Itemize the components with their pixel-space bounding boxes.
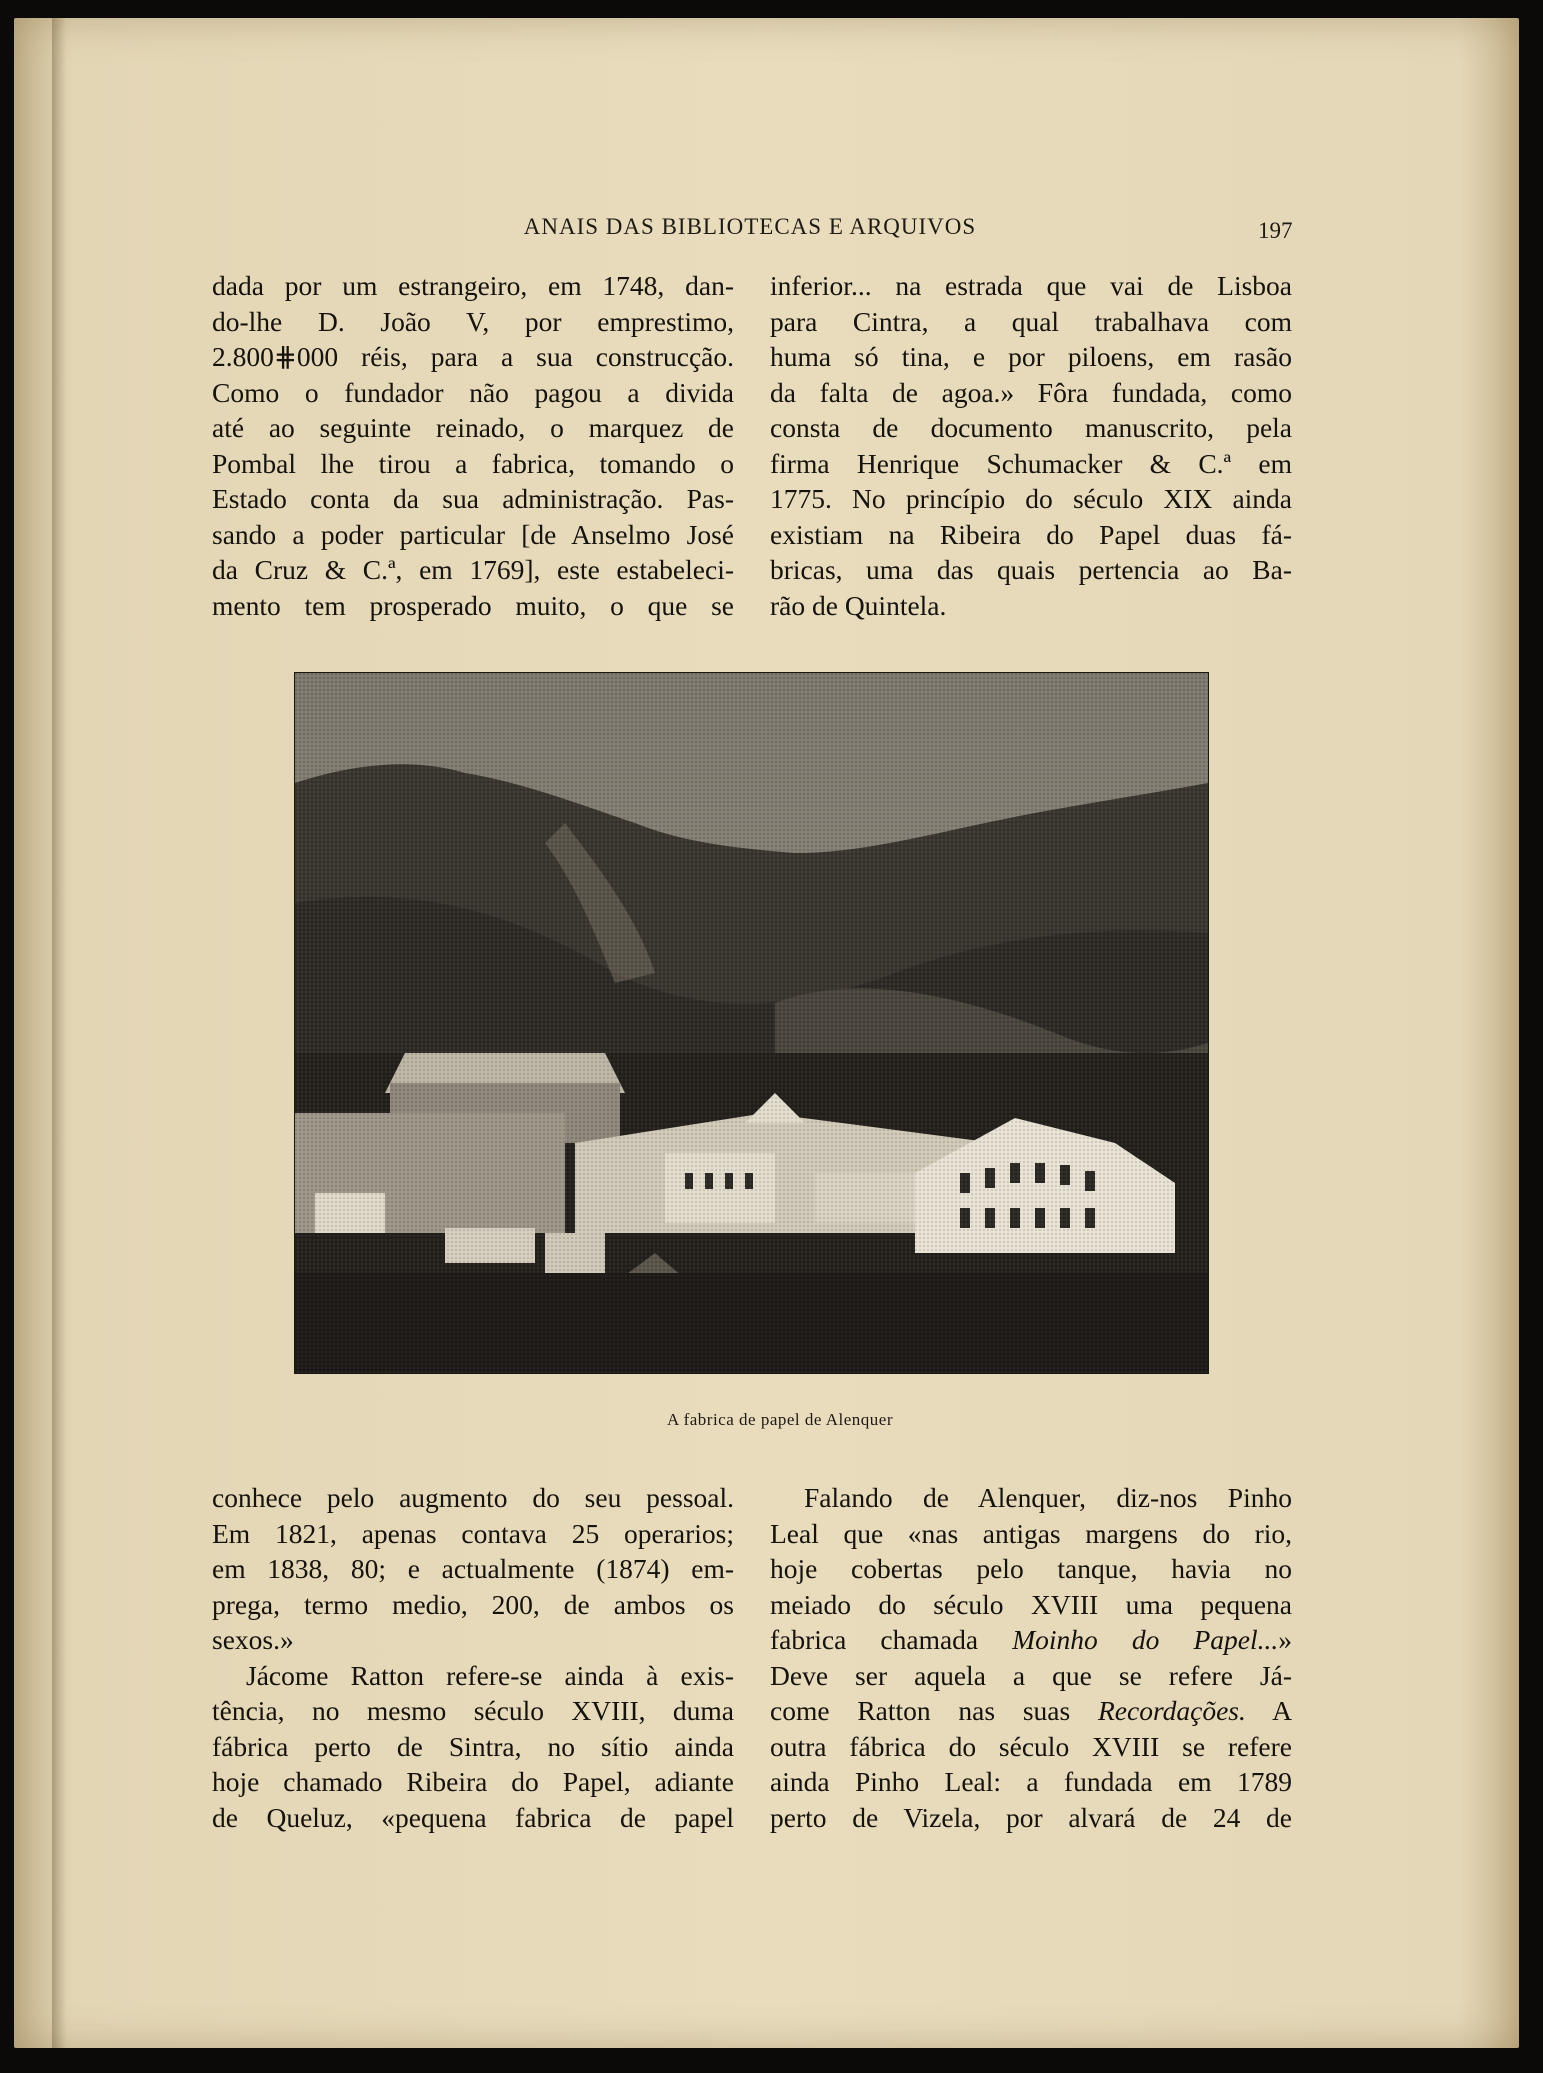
text-line: rão de Quintela.: [770, 589, 947, 621]
text-line: firma Henrique Schumacker & C.ª em: [770, 447, 1292, 479]
text-line: outra fábrica do século XVIII se refere: [770, 1730, 1292, 1762]
text-line: Leal que «nas antigas margens do rio,: [770, 1517, 1292, 1549]
text-line: Pombal lhe tirou a fabrica, tomando o: [212, 447, 734, 479]
text-line: ainda Pinho Leal: a fundada em 1789: [770, 1766, 1292, 1797]
figure-caption: A fabrica de papel de Alenquer: [667, 1410, 893, 1429]
text-column-bottom-right: [770, 1480, 1292, 1835]
text-line: fábrica perto de Sintra, no sítio ainda: [212, 1730, 734, 1762]
text-line: sando a poder particular [de Anselmo José: [212, 518, 734, 550]
text-fragment: come Ratton nas suas: [770, 1695, 1098, 1726]
text-line: Em 1821, apenas contava 25 operarios;: [212, 1517, 734, 1549]
text-line: mento tem prosperado muito, o que se: [212, 589, 734, 621]
text-line: dada por um estrangeiro, em 1748, dan-: [212, 270, 734, 301]
text-line: até ao seguinte reinado, o marquez de: [212, 412, 734, 443]
text-line: meiado do século XVIII uma pequena: [770, 1588, 1292, 1620]
text-line: da Cruz & C.ª, em 1769], este estabeleci-: [212, 554, 734, 585]
italic-title: Moinho do Papel...: [1012, 1624, 1279, 1655]
text-line: Jácome Ratton refere-se ainda à exis-: [246, 1659, 734, 1691]
text-line: Falando de Alenquer, diz-nos Pinho: [804, 1482, 1292, 1513]
text-column-bottom-left: [212, 1480, 734, 1835]
text-line: [770, 1693, 1292, 1729]
text-line: bricas, uma das quais pertencia ao Ba-: [770, 554, 1292, 585]
text-line: de Queluz, «pequena fabrica de papel: [212, 1801, 734, 1833]
text-line: Deve ser aquela a que se refere Já-: [770, 1659, 1292, 1691]
text-line: da falta de agoa.» Fôra fundada, como: [770, 376, 1292, 408]
text-line: perto de Vizela, por alvará de 24 de: [770, 1801, 1292, 1833]
running-title: ANAIS DAS BIBLIOTECAS E ARQUIVOS: [523, 214, 977, 239]
text-line: Estado conta da sua administração. Pas-: [212, 483, 734, 514]
text-line: do-lhe D. João V, por emprestimo,: [212, 305, 734, 337]
text-line: conhece pelo augmento do seu pessoal.: [212, 1482, 734, 1513]
text-line: [770, 1622, 1292, 1658]
text-line: hoje chamado Ribeira do Papel, adiante: [212, 1766, 734, 1797]
text-line: consta de documento manuscrito, pela: [770, 412, 1292, 443]
text-fragment: A: [1245, 1695, 1293, 1726]
text-column-top-left: [212, 268, 734, 623]
text-line: em 1838, 80; e actualmente (1874) em-: [212, 1553, 734, 1584]
text-line: hoje cobertas pelo tanque, havia no: [770, 1553, 1292, 1584]
text-line: prega, termo medio, 200, de ambos os: [212, 1588, 734, 1620]
text-line: inferior... na estrada que vai de Lisboa: [770, 270, 1292, 301]
text-line: existiam na Ribeira do Papel duas fá-: [770, 518, 1292, 550]
text-line: sexos.»: [212, 1624, 294, 1655]
factory-photograph: [294, 672, 1209, 1374]
text-line: 1775. No princípio do século XIX ainda: [770, 483, 1292, 514]
text-fragment: »: [1278, 1624, 1292, 1655]
text-column-top-right: [770, 268, 1292, 623]
page-number: 197: [1258, 218, 1293, 243]
text-line: 2.800⋕000 réis, para a sua construcção.: [212, 341, 734, 372]
page-fold-shadow: [52, 18, 66, 2048]
text-line: tência, no mesmo século XVIII, duma: [212, 1695, 734, 1726]
italic-title: Recordações.: [1098, 1695, 1246, 1726]
text-fragment: fabrica chamada: [770, 1624, 1013, 1655]
text-line: Como o fundador não pagou a divida: [212, 376, 734, 408]
text-line: para Cintra, a qual trabalhava com: [770, 305, 1292, 337]
text-line: huma só tina, e por piloens, em rasão: [770, 341, 1292, 372]
